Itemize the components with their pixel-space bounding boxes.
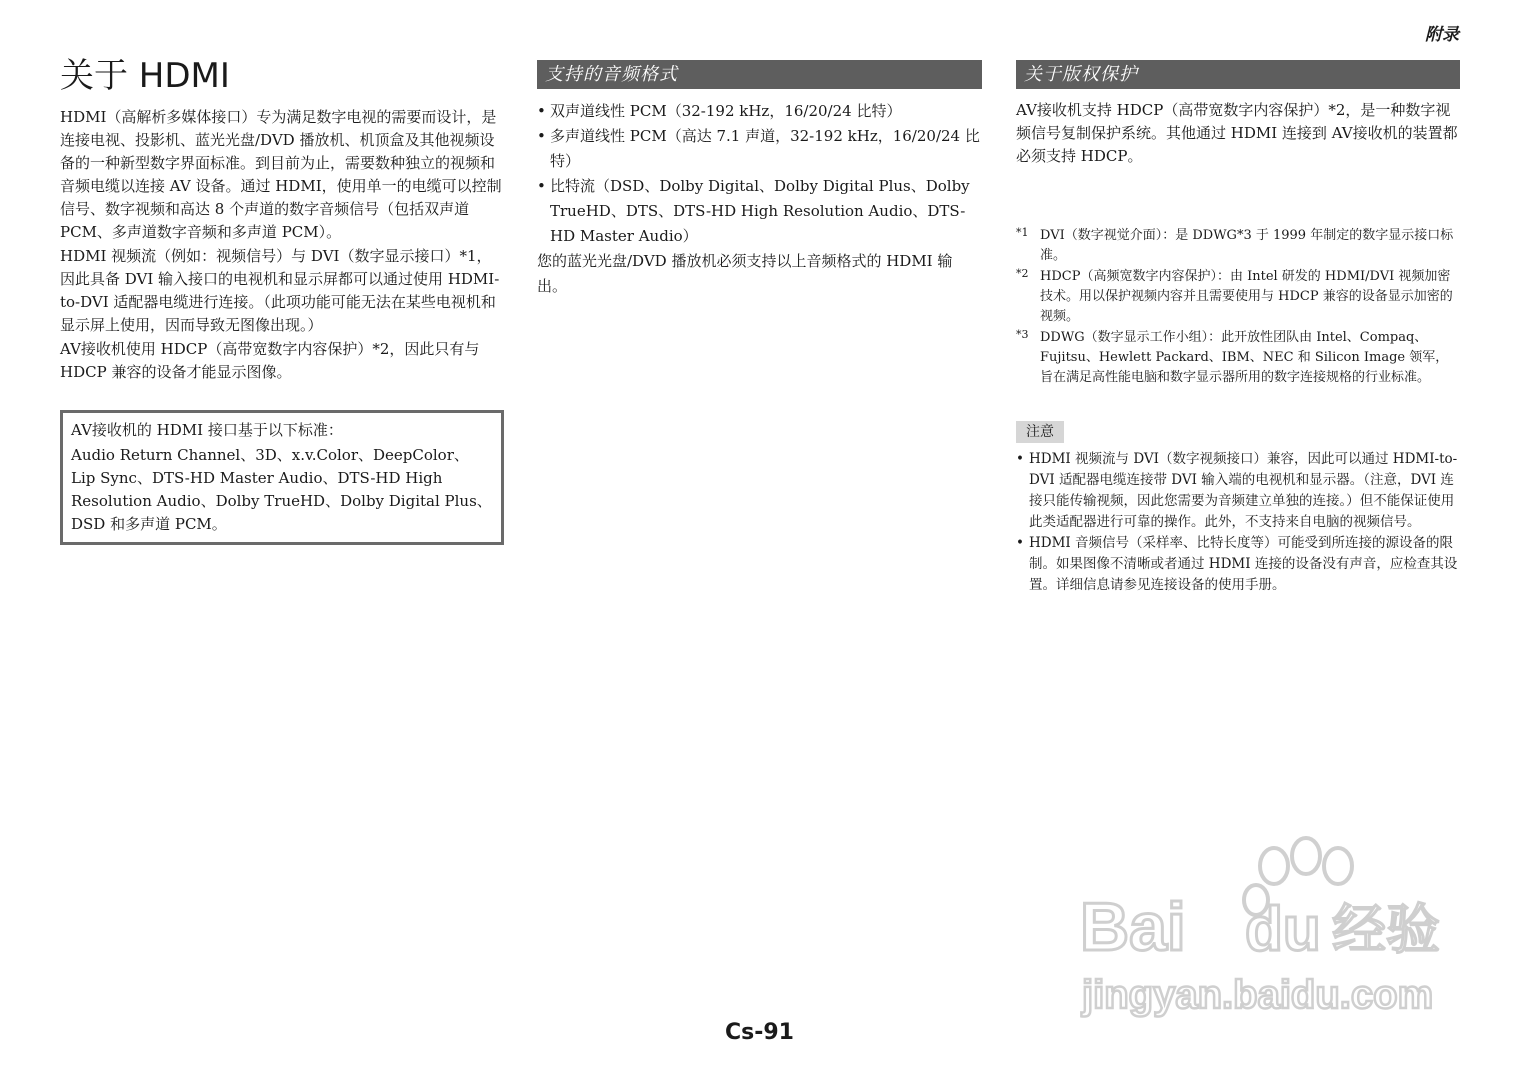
standards-lead: AV接收机的 HDMI 接口基于以下标准： — [71, 421, 343, 439]
note-list — [1016, 449, 1460, 596]
baidu-watermark-logo — [1060, 830, 1460, 1030]
footnote-text: HDCP（高频宽数字内容保护）：由 Intel 研发的 HDMI/DVI 视频加密技术。用以保护视频内容并且需要使用与 HDCP 兼容的设备显示加密的视频。 — [1040, 269, 1453, 324]
list-item-text: 双声道线性 PCM（32-192 kHz，16/20/24 比特） — [550, 102, 902, 120]
intro-paragraph: HDMI（高解析多媒体接口）专为满足数字电视的需要而设计，是连接电视、投影机、蓝光光盘/DVD 播放机、机顶盒及其他视频设备的一种新型数字界面标准。到目前为止，需要数种独立的视频和音频电缆以连接 AV 设备。通过 HDMI，使用单一的电缆可以控制信号、数字视频和高达 8 个声道的数字音频信号（包括双声道 PCM、多声道数字音频和多声道 PCM）。 — [60, 108, 502, 241]
bullet-icon: • — [537, 177, 546, 195]
bullet-icon: • — [1016, 535, 1024, 551]
footnote-2 — [1016, 267, 1460, 327]
appendix-label: 附录 — [1425, 25, 1459, 45]
list-item — [1016, 533, 1460, 596]
hdmi-standards-box — [60, 410, 504, 545]
footnote-mark: *1 — [1016, 226, 1029, 239]
bullet-icon: • — [537, 127, 546, 145]
page-title: 关于 HDMI — [60, 56, 230, 96]
bullet-icon: • — [1016, 451, 1024, 467]
audio-format-list — [537, 99, 982, 249]
column-copyright — [1016, 56, 1460, 596]
list-item — [537, 99, 982, 124]
svg-text:经验: 经验 — [1332, 898, 1440, 961]
section-header-audio-formats: 支持的音频格式 — [537, 60, 982, 89]
list-item — [537, 124, 982, 174]
watermark-url-text: jingyan.baidu.com — [1082, 973, 1434, 1017]
column-about-hdmi — [60, 56, 504, 545]
watermark-logo-text: Bai — [1080, 889, 1186, 965]
column-audio-formats — [537, 56, 982, 299]
list-item-text: 多声道线性 PCM（高达 7.1 声道，32-192 kHz，16/20/24 比特） — [550, 127, 980, 170]
footnote-text: DDWG（数字显示工作小组）：此开放性团队由 Intel、Compaq、Fujitsu、Hewlett Packard、IBM、NEC 和 Silicon Image 领军，旨在满足高性能电脑和数字显示器所用的数字连接规格的行业标准。 — [1040, 330, 1449, 385]
svg-text:du: du — [1245, 895, 1321, 964]
about-hdmi-body — [60, 106, 504, 384]
list-item — [1016, 449, 1460, 533]
footnote-mark: *2 — [1016, 267, 1029, 280]
note-text: HDMI 音频信号（采样率、比特长度等）可能受到所连接的源设备的限制。如果图像不清晰或者通过 HDMI 连接的设备没有声音，应检查其设置。详细信息请参见连接设备的使用手册。 — [1029, 535, 1458, 593]
dvi-paragraph: HDMI 视频流（例如：视频信号）与 DVI（数字显示接口）*1，因此具备 DVI 输入接口的电视机和显示屏都可以通过使用 HDMI-to-DVI 适配器电缆进行连接。（此项功能可能无法在某些电视机和显示屏上使用，因而导致无图像出现。） — [60, 247, 500, 334]
list-item — [537, 174, 982, 249]
footnote-1 — [1016, 226, 1460, 266]
bullet-icon: • — [537, 102, 546, 120]
footnote-text: DVI（数字视觉介面）：是 DDWG*3 于 1999 年制定的数字显示接口标准。 — [1040, 228, 1454, 263]
footnote-3 — [1016, 328, 1460, 388]
standards-list: Audio Return Channel、3D、x.v.Color、DeepColor、Lip Sync、DTS-HD Master Audio、DTS-HD High Resolution Audio、Dolby TrueHD、Dolby Digital Plus、DSD 和多声道 PCM。 — [71, 446, 492, 533]
copyright-paragraph: AV接收机支持 HDCP（高带宽数字内容保护）*2，是一种数字视频信号复制保护系统。其他通过 HDMI 连接到 AV接收机的装置都必须支持 HDCP。 — [1016, 101, 1458, 165]
list-item-text: 比特流（DSD、Dolby Digital、Dolby Digital Plus、Dolby TrueHD、DTS、DTS-HD High Resolution Audio、DTS-HD Master Audio） — [550, 177, 970, 245]
footnote-mark: *3 — [1016, 328, 1029, 341]
page-number: Cs-91 — [725, 1020, 794, 1045]
audio-format-closing: 您的蓝光光盘/DVD 播放机必须支持以上音频格式的 HDMI 输出。 — [537, 252, 953, 295]
section-header-copyright: 关于版权保护 — [1016, 60, 1460, 89]
note-text: HDMI 视频流与 DVI（数字视频接口）兼容，因此可以通过 HDMI-to-DVI 适配器电缆连接带 DVI 输入端的电视机和显示器。（注意，DVI 连接只能传输视频，因此您需要为音频建立单独的连接。）但不能保证使用此类适配器进行可靠的操作。此外，不支持来自电脑的视频信号。 — [1029, 451, 1458, 530]
hdcp-paragraph: AV接收机使用 HDCP（高带宽数字内容保护）*2，因此只有与 HDCP 兼容的设备才能显示图像。 — [60, 340, 480, 381]
note-badge: 注意 — [1016, 421, 1064, 443]
footnotes — [1016, 226, 1460, 388]
